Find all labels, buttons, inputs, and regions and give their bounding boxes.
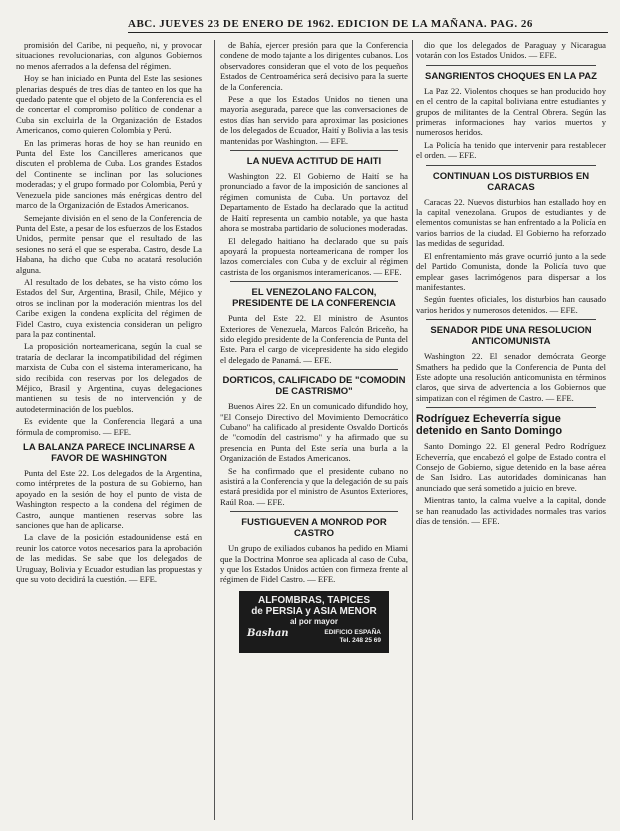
paragraph: La clave de la posición estadounidense está en reunir los catorce votos necesarios para la aprobación de las medidas. Se sabe que los delegados de Uruguay, Bolivia y Ecuador estudian las propuestas y que su voto decidirá la cuestión. — EFE. — [16, 532, 202, 585]
headline: Rodríguez Echeverría sigue detenido en Santo Domingo — [416, 413, 563, 438]
paragraph: Se ha confirmado que el presidente cubano no asistirá a la Conferencia y que la delegación de su país estará presidida por el ministro de Asuntos Exteriores, Raúl Roa. — EFE. — [220, 465, 408, 507]
divider — [230, 150, 398, 151]
divider — [426, 65, 596, 66]
ad-line: ALFOMBRAS, TAPICES — [257, 594, 371, 606]
headline: SENADOR PIDE UNA RESOLUCION ANTICOMUNISTA — [430, 325, 592, 348]
paragraph: Santo Domingo 22. El general Pedro Rodríguez Echeverría, que encabezó el golpe de Estado contra el Consejo de Gobierno, sigue detenido en la base aérea de San Isidro. Las autoridades dominicanas han anunciado que será sometido a juicio en breve. — [416, 441, 606, 493]
divider — [230, 511, 398, 512]
ad-line: al por mayor — [289, 616, 338, 626]
advertisement — [239, 591, 389, 653]
paragraph: La Policía ha tenido que intervenir para restablecer el orden. — EFE. — [416, 139, 606, 161]
column-rule — [214, 40, 215, 820]
headline: FUSTIGUEVEN A MONROD POR CASTRO — [241, 517, 387, 540]
column-2 — [220, 40, 408, 820]
ad-phone-number: Tel. 248 25 69 — [339, 636, 381, 644]
headline: DORTICOS, CALIFICADO DE "COMODIN DE CASTRISMO" — [222, 375, 406, 398]
paragraph: El delegado haitiano ha declarado que su país apoyará la propuesta norteamericana de romper los lazos comerciales con Cuba y de excluir al régimen castrista de los organismos interamericanos. — EFE. — [220, 235, 408, 277]
paragraph: Washington 22. El Gobierno de Haití se ha pronunciado a favor de la imposición de sanciones al régimen comunista de Cuba. Un portavoz del Departamento de Estado ha declarado que la actitud de Haití representa un cambio notable, ya que hasta ahora se mostraba partidario de soluciones moderadas. — [220, 171, 408, 234]
ad-phone-label: EDIFICIO ESPAÑA — [324, 628, 381, 636]
paragraph: Mientras tanto, la calma vuelve a la capital, donde se han reanudado las actividades normales tras varios días de tensión. — EFE. — [416, 495, 606, 526]
page-header: ABC. JUEVES 23 DE ENERO DE 1962. EDICION DE LA MAÑANA. PAG. 26 — [128, 18, 608, 33]
paragraph: dio que los delegados de Paraguay y Nicaragua votarán con los Estados Unidos. — EFE. — [416, 40, 606, 61]
divider — [426, 165, 596, 166]
paragraph: Punta del Este 22. El ministro de Asuntos Exteriores de Venezuela, Marcos Falcón Briceño, ha sido elegido presidente de la Conferencia de Punta del Este. Para el cargo de vicepresidente ha sido elegido el delegado de Panamá. — EFE. — [220, 313, 408, 365]
paragraph: Pese a que los Estados Unidos no tienen una mayoría asegurada, parece que las conversaciones de estos días han servido para aproximar las posiciones de los delegados de Ecuador, Haití y Bolivia a las tesis mantenidas por Washington. — EFE. — [220, 94, 408, 146]
paragraph: Hoy se han iniciado en Punta del Este las sesiones plenarias después de tres días de tanteo en los que ha quedado patente que el objeto de la Conferencia es el de concertar el compromiso político de condenar a Cuba sin excluirla de la Organización de Estados Americanos, como quieren Colombia y Perú. — [16, 73, 202, 136]
divider — [426, 407, 596, 408]
paragraph: Semejante división en el seno de la Conferencia de Punta del Este, a pesar de los esfuerzos de los Estados Unidos, permite pensar que el resultado de las sesiones no será el que se esperaba. Castro, desde La Habana, ha dicho que Cuba no acatará resolución alguna. — [16, 212, 202, 275]
ad-phone — [324, 629, 381, 645]
column-1 — [16, 40, 202, 820]
column-3 — [416, 40, 606, 820]
paragraph: Buenos Aires 22. En un comunicado difundido hoy, "El Consejo Directivo del Movimiento Democrático Cubano" ha calificado al presidente Osvaldo Dorticós de "comodín del castrismo" y ha afirmado que su presencia en Punta del Este sería una burla a la Organización de Estados Americanos. — [220, 401, 408, 464]
paragraph: El enfrentamiento más grave ocurrió junto a la sede del Partido Comunista, donde la Policía tuvo que emplear gases lacrimógenos para dispersar a los manifestantes. — [416, 250, 606, 292]
paragraph: La Paz 22. Violentos choques se han producido hoy en el centro de la capital boliviana entre estudiantes y grupos de militantes de la Central Obrera. Según las primeras informaciones hay varios muertos y numerosos heridos. — [416, 85, 606, 138]
divider — [230, 281, 398, 282]
paragraph: promisión del Caribe, ni pequeño, ni, y provocar situaciones revolucionarias, con algunos Gobiernos no menos aferrados a la defensa del régimen. — [16, 40, 202, 71]
paragraph: La proposición norteamericana, según la cual se trataría de declarar la incompatibilidad del régimen marxista de Cuba con el sistema interamericano, ha sido recibida con reservas por los delegados de Méjico, Brasil y Argentina, cuyas delegaciones mantienen su tesis de no intervención y de autodeterminación de los pueblos. — [16, 341, 202, 414]
paragraph: Punta del Este 22. Los delegados de la Argentina, como intérpretes de la postura de su Gobierno, han apoyado en la sesión de hoy el punto de vista de Washington respecto a la condena del régimen de Castro, aunque mantienen reservas sobre las sanciones que han de aplicarse. — [16, 468, 202, 531]
headline: SANGRIENTOS CHOQUES EN LA PAZ — [425, 70, 597, 82]
paragraph: de Bahía, ejercer presión para que la Conferencia condene de modo tajante a los dirigentes cubanos. Los observadores consideran que el voto de los pequeños Estados de Centroamérica será decisivo para la suerte de la Conferencia. — [220, 40, 408, 92]
paragraph: Caracas 22. Nuevos disturbios han estallado hoy en la capital venezolana. Grupos de estudiantes y de elementos comunistas se han enfrentado a la Policía en varios barrios de la ciudad. El Gobierno ha reforzado las medidas de seguridad. — [416, 196, 606, 249]
headline: LA BALANZA PARECE INCLINARSE A FAVOR DE WASHINGTON — [23, 442, 195, 465]
paragraph: Según fuentes oficiales, los disturbios han causado varios heridos y numerosos detenidos. — EFE. — [416, 294, 606, 315]
headline: CONTINUAN LOS DISTURBIOS EN CARACAS — [432, 170, 590, 193]
paragraph: Washington 22. El senador demócrata George Smathers ha pedido que la Conferencia de Punta del Este adopte una resolución anticomunista en términos claros, que sirva de advertencia a los Gobiernos que simpatizan con el régimen de Castro. — EFE. — [416, 351, 606, 403]
headline: EL VENEZOLANO FALCON, PRESIDENTE DE LA CONFERENCIA — [232, 287, 396, 310]
paragraph: Es evidente que la Conferencia llegará a una fórmula de compromiso. — EFE. — [16, 416, 202, 437]
paragraph: Un grupo de exiliados cubanos ha pedido en Miami que la Doctrina Monroe sea aplicada al caso de Cuba, y que los Estados Unidos actúen con firmeza frente al régimen de Fidel Castro. — EFE. — [220, 543, 408, 585]
divider — [426, 319, 596, 320]
ad-line: de PERSIA y ASIA MENOR — [251, 605, 377, 617]
paragraph: En las primeras horas de hoy se han reunido en Punta del Este los Cancilleres americanos que discuten el problema de Cuba. Los grandes Estados del Continente se inclinan por las soluciones moderadas; y el grupo formado por Colombia, Perú y Venezuela pide sanciones más enérgicas dentro del marco de la Organización de Estados Americanos. — [16, 137, 202, 211]
divider — [230, 369, 398, 370]
paragraph: Al resultado de los debates, se ha visto cómo los Estados del Sur, Argentina, Brasil, Chile, Méjico y otros se inclinan por la moderación mientras los del Caribe exigen la condena explícita del régimen de Fidel Castro, cuya existencia consideran un peligro para la paz continental. — [16, 276, 202, 339]
column-rule — [412, 40, 413, 820]
headline: LA NUEVA ACTITUD DE HAITI — [246, 156, 382, 168]
ad-brand: Bashan — [247, 627, 289, 639]
